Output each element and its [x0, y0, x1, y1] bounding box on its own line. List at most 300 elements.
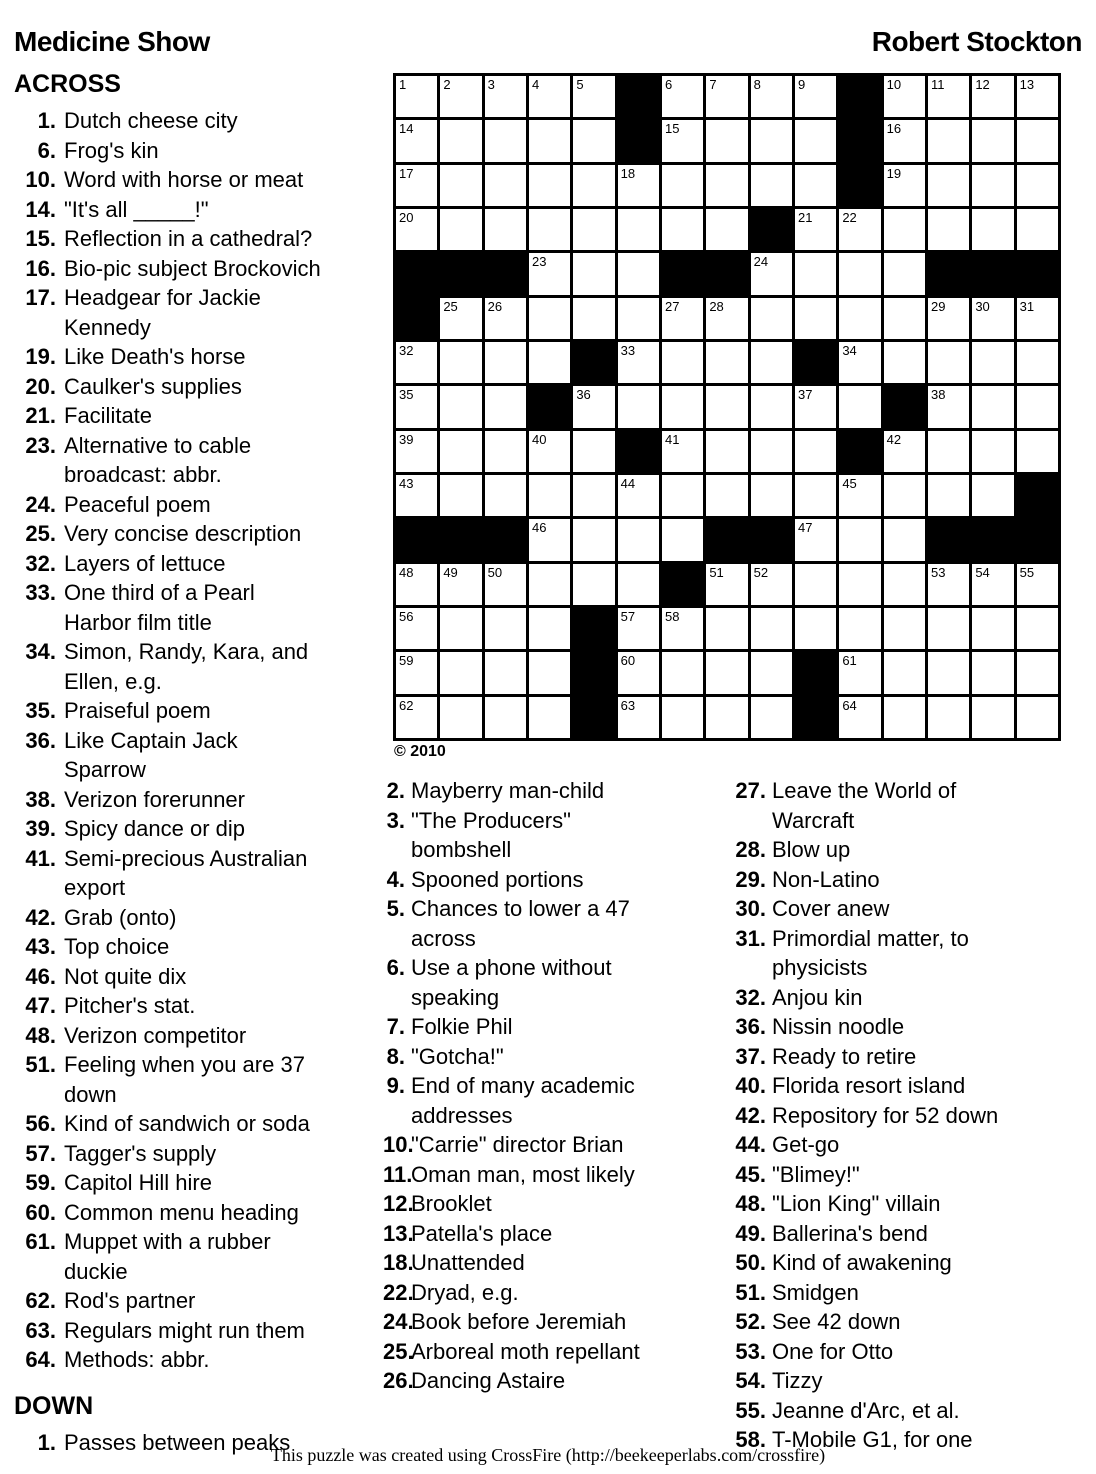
- grid-black-cell: [751, 519, 792, 560]
- grid-cell[interactable]: [795, 120, 836, 161]
- grid-cell[interactable]: [839, 475, 880, 516]
- grid-cell[interactable]: [396, 209, 437, 250]
- cell-number: 25: [443, 298, 458, 314]
- grid-cell[interactable]: [884, 608, 925, 649]
- grid-black-cell: [928, 253, 969, 294]
- clue-number: 36.: [735, 1014, 766, 1039]
- grid-cell[interactable]: [884, 209, 925, 250]
- grid-cell[interactable]: [573, 209, 614, 250]
- grid-cell[interactable]: [928, 475, 969, 516]
- clue-text: Dancing Astaire: [411, 1368, 566, 1393]
- grid-cell[interactable]: [485, 76, 526, 117]
- grid-cell[interactable]: [529, 519, 570, 560]
- grid-cell[interactable]: [706, 209, 747, 250]
- cell-number: 61: [842, 653, 857, 669]
- grid-cell[interactable]: [529, 209, 570, 250]
- grid-cell[interactable]: [928, 209, 969, 250]
- grid-cell[interactable]: [751, 342, 792, 383]
- grid-cell[interactable]: [396, 608, 437, 649]
- grid-black-cell: [662, 564, 703, 605]
- grid-black-cell: [440, 519, 481, 560]
- grid-cell[interactable]: [884, 298, 925, 339]
- clue-item: [14, 1021, 354, 1051]
- grid-cell[interactable]: [706, 608, 747, 649]
- clue-text: Facilitate: [64, 403, 153, 428]
- clue-text: Not quite dix: [64, 963, 187, 989]
- clue-item: [14, 991, 354, 1021]
- clue-item: [14, 903, 354, 933]
- clue-item: [14, 372, 354, 402]
- clue-text: T-Mobile G1, for one: [772, 1427, 973, 1452]
- grid-cell[interactable]: [839, 697, 880, 738]
- grid-cell[interactable]: [1017, 564, 1058, 605]
- clue-number: 9.: [386, 1073, 405, 1098]
- cell-number: 23: [531, 254, 547, 270]
- grid-cell[interactable]: [884, 431, 925, 472]
- grid-cell[interactable]: [751, 165, 792, 206]
- grid-cell[interactable]: [573, 120, 614, 161]
- grid-cell[interactable]: [884, 697, 925, 738]
- clue-text: Regulars might run them: [64, 1317, 305, 1343]
- grid-cell[interactable]: [618, 608, 659, 649]
- cell-number: 64: [842, 697, 857, 713]
- grid-cell[interactable]: [972, 386, 1013, 427]
- grid-black-cell: [396, 519, 437, 560]
- grid-cell[interactable]: [972, 431, 1013, 472]
- grid-cell[interactable]: [618, 697, 659, 738]
- clue-number: 25.: [25, 521, 56, 546]
- grid-cell[interactable]: [972, 165, 1013, 206]
- grid-black-cell: [573, 697, 614, 738]
- grid-cell[interactable]: [1017, 76, 1058, 117]
- clue-text: Arboreal moth repellant: [411, 1338, 640, 1364]
- grid-black-cell: [706, 253, 747, 294]
- grid-cell[interactable]: [928, 697, 969, 738]
- grid-cell[interactable]: [662, 386, 703, 427]
- clue-item: [732, 1130, 1032, 1160]
- grid-cell[interactable]: [928, 298, 969, 339]
- copyright-notice: © 2010: [394, 743, 446, 760]
- grid-cell[interactable]: [795, 608, 836, 649]
- clue-number: 1.: [37, 1429, 56, 1455]
- grid-cell[interactable]: [1017, 165, 1058, 206]
- cell-number: 11: [930, 77, 945, 92]
- grid-cell[interactable]: [573, 564, 614, 605]
- grid-cell[interactable]: [751, 298, 792, 339]
- grid-cell[interactable]: [662, 165, 703, 206]
- grid-cell[interactable]: [485, 431, 526, 472]
- grid-cell[interactable]: [706, 165, 747, 206]
- grid-cell[interactable]: [573, 431, 614, 472]
- grid-cell[interactable]: [839, 564, 880, 605]
- grid-cell[interactable]: [928, 342, 969, 383]
- grid-black-cell: [485, 253, 526, 294]
- grid-cell[interactable]: [529, 342, 570, 383]
- clue-number: 13.: [383, 1220, 414, 1246]
- grid-cell[interactable]: [706, 298, 747, 339]
- grid-cell[interactable]: [573, 253, 614, 294]
- grid-cell[interactable]: [972, 475, 1013, 516]
- grid-cell[interactable]: [485, 652, 526, 693]
- grid-cell[interactable]: [839, 209, 880, 250]
- grid-cell[interactable]: [485, 475, 526, 516]
- grid-cell[interactable]: [928, 652, 969, 693]
- grid-cell[interactable]: [440, 298, 481, 339]
- clue-number: 56.: [25, 1111, 56, 1136]
- grid-cell[interactable]: [884, 342, 925, 383]
- grid-cell[interactable]: [1017, 342, 1058, 383]
- grid-cell[interactable]: [485, 697, 526, 738]
- cell-number: 15: [664, 121, 680, 137]
- clue-text: Methods: abbr.: [64, 1347, 210, 1372]
- grid-cell[interactable]: [440, 386, 481, 427]
- cell-number: 13: [1019, 77, 1035, 92]
- grid-cell[interactable]: [440, 608, 481, 649]
- clue-number: 12.: [383, 1191, 414, 1216]
- clue-item: [14, 1345, 354, 1375]
- grid-cell[interactable]: [529, 608, 570, 649]
- grid-cell[interactable]: [751, 608, 792, 649]
- clue-number: 53.: [735, 1338, 766, 1364]
- clue-number: 37.: [735, 1043, 766, 1069]
- clue-number: 26.: [383, 1368, 414, 1393]
- grid-cell[interactable]: [529, 431, 570, 472]
- clue-number: 59.: [25, 1170, 56, 1195]
- grid-cell[interactable]: [440, 697, 481, 738]
- grid-cell[interactable]: [573, 165, 614, 206]
- grid-cell[interactable]: [795, 386, 836, 427]
- clue-text: Feeling when you are 37 down: [64, 1052, 305, 1107]
- grid-cell[interactable]: [618, 165, 659, 206]
- cell-number: 37: [797, 387, 813, 403]
- grid-cell[interactable]: [618, 253, 659, 294]
- grid-cell[interactable]: [884, 652, 925, 693]
- grid-cell[interactable]: [396, 652, 437, 693]
- grid-cell[interactable]: [972, 342, 1013, 383]
- clue-item: [732, 1396, 1032, 1426]
- clue-text: Primordial matter, to physicists: [772, 925, 969, 980]
- grid-cell[interactable]: [884, 165, 925, 206]
- grid-cell[interactable]: [662, 519, 703, 560]
- cell-number: 20: [399, 209, 414, 225]
- grid-cell[interactable]: [884, 253, 925, 294]
- clue-item: [14, 519, 354, 549]
- grid-cell[interactable]: [485, 608, 526, 649]
- grid-cell[interactable]: [751, 697, 792, 738]
- grid-cell[interactable]: [618, 564, 659, 605]
- grid-cell[interactable]: [972, 298, 1013, 339]
- grid-cell[interactable]: [396, 386, 437, 427]
- grid-cell[interactable]: [1017, 120, 1058, 161]
- clue-text: Semi-precious Australian export: [64, 845, 308, 900]
- clue-text: See 42 down: [772, 1309, 901, 1334]
- grid-cell[interactable]: [751, 120, 792, 161]
- clue-item: [383, 806, 683, 865]
- grid-cell[interactable]: [529, 165, 570, 206]
- grid-cell[interactable]: [485, 165, 526, 206]
- grid-cell[interactable]: [972, 120, 1013, 161]
- grid-cell[interactable]: [795, 165, 836, 206]
- grid-cell[interactable]: [529, 652, 570, 693]
- grid-cell[interactable]: [485, 386, 526, 427]
- grid-cell[interactable]: [839, 608, 880, 649]
- grid-cell[interactable]: [928, 120, 969, 161]
- grid-cell[interactable]: [618, 386, 659, 427]
- grid-cell[interactable]: [529, 76, 570, 117]
- clue-item: [383, 1042, 683, 1072]
- grid-cell[interactable]: [706, 431, 747, 472]
- grid-cell[interactable]: [440, 431, 481, 472]
- grid-cell[interactable]: [839, 652, 880, 693]
- grid-cell[interactable]: [485, 298, 526, 339]
- grid-cell[interactable]: [706, 475, 747, 516]
- clue-item: [14, 401, 354, 431]
- grid-cell[interactable]: [795, 298, 836, 339]
- grid-cell[interactable]: [928, 165, 969, 206]
- grid-cell[interactable]: [795, 475, 836, 516]
- grid-cell[interactable]: [396, 342, 437, 383]
- grid-cell[interactable]: [485, 120, 526, 161]
- grid-cell[interactable]: [662, 431, 703, 472]
- grid-cell[interactable]: [662, 120, 703, 161]
- across-heading: ACROSS: [14, 70, 121, 98]
- grid-cell[interactable]: [618, 298, 659, 339]
- cell-number: 42: [886, 431, 902, 447]
- clue-number: 55.: [735, 1397, 766, 1423]
- grid-cell[interactable]: [1017, 386, 1058, 427]
- grid-black-cell: [573, 342, 614, 383]
- grid-cell[interactable]: [1017, 298, 1058, 339]
- grid-cell[interactable]: [573, 76, 614, 117]
- grid-cell[interactable]: [396, 120, 437, 161]
- grid-cell[interactable]: [795, 76, 836, 117]
- cell-number: 12: [975, 77, 990, 92]
- cell-number: 57: [620, 608, 636, 624]
- grid-cell[interactable]: [440, 120, 481, 161]
- clue-item: [732, 776, 1032, 835]
- cell-number: 53: [930, 564, 946, 580]
- clue-text: Use a phone without speaking: [411, 955, 612, 1010]
- grid-cell[interactable]: [1017, 209, 1058, 250]
- grid-cell[interactable]: [706, 697, 747, 738]
- grid-cell[interactable]: [440, 342, 481, 383]
- grid-cell[interactable]: [618, 342, 659, 383]
- grid-cell[interactable]: [751, 76, 792, 117]
- grid-cell[interactable]: [751, 652, 792, 693]
- grid-cell[interactable]: [706, 120, 747, 161]
- grid-black-cell: [751, 209, 792, 250]
- clue-text: One third of a Pearl Harbor film title: [64, 580, 255, 635]
- clue-number: 19.: [25, 344, 56, 369]
- grid-cell[interactable]: [396, 165, 437, 206]
- grid-cell[interactable]: [972, 697, 1013, 738]
- grid-cell[interactable]: [396, 475, 437, 516]
- grid-cell[interactable]: [706, 76, 747, 117]
- grid-cell[interactable]: [928, 431, 969, 472]
- clue-item: [732, 1071, 1032, 1101]
- clue-item: [14, 696, 354, 726]
- clue-number: 17.: [25, 285, 56, 310]
- grid-cell[interactable]: [440, 76, 481, 117]
- grid-cell[interactable]: [662, 475, 703, 516]
- grid-cell[interactable]: [662, 652, 703, 693]
- clue-text: One for Otto: [772, 1338, 894, 1364]
- grid-cell[interactable]: [884, 76, 925, 117]
- grid-cell[interactable]: [440, 475, 481, 516]
- grid-cell[interactable]: [618, 475, 659, 516]
- grid-cell[interactable]: [751, 431, 792, 472]
- cell-number: 10: [886, 77, 902, 92]
- grid-cell[interactable]: [706, 386, 747, 427]
- grid-cell[interactable]: [972, 76, 1013, 117]
- clue-number: 4.: [386, 866, 405, 892]
- clue-number: 54.: [735, 1368, 766, 1393]
- clue-text: Jeanne d'Arc, et al.: [772, 1397, 960, 1423]
- grid-cell[interactable]: [884, 564, 925, 605]
- grid-cell[interactable]: [751, 475, 792, 516]
- grid-cell[interactable]: [884, 475, 925, 516]
- grid-cell[interactable]: [529, 298, 570, 339]
- grid-cell[interactable]: [795, 564, 836, 605]
- grid-cell[interactable]: [928, 608, 969, 649]
- clue-item: [14, 578, 354, 637]
- grid-cell[interactable]: [396, 697, 437, 738]
- cell-number: 14: [399, 121, 414, 137]
- grid-cell[interactable]: [839, 342, 880, 383]
- cell-number: 44: [620, 475, 636, 491]
- grid-cell[interactable]: [839, 253, 880, 294]
- grid-cell[interactable]: [928, 386, 969, 427]
- grid-cell[interactable]: [396, 76, 437, 117]
- clue-text: Layers of lettuce: [64, 550, 226, 576]
- grid-cell[interactable]: [662, 76, 703, 117]
- grid-cell[interactable]: [795, 253, 836, 294]
- grid-cell[interactable]: [440, 652, 481, 693]
- grid-cell[interactable]: [839, 386, 880, 427]
- cell-number: 6: [664, 77, 673, 92]
- grid-cell[interactable]: [440, 165, 481, 206]
- grid-cell[interactable]: [485, 342, 526, 383]
- grid-cell[interactable]: [662, 209, 703, 250]
- grid-cell[interactable]: [795, 209, 836, 250]
- grid-cell[interactable]: [1017, 608, 1058, 649]
- grid-cell[interactable]: [972, 652, 1013, 693]
- grid-cell[interactable]: [618, 652, 659, 693]
- grid-cell[interactable]: [485, 209, 526, 250]
- clue-number: 32.: [25, 550, 56, 576]
- clue-text: Nissin noodle: [772, 1014, 905, 1039]
- grid-black-cell: [618, 431, 659, 472]
- grid-cell[interactable]: [573, 298, 614, 339]
- cell-number: 46: [531, 520, 547, 536]
- grid-cell[interactable]: [1017, 697, 1058, 738]
- clue-number: 33.: [25, 580, 56, 605]
- cell-number: 51: [709, 564, 724, 580]
- grid-cell[interactable]: [706, 564, 747, 605]
- grid-cell[interactable]: [662, 342, 703, 383]
- clue-text: End of many academic addresses: [411, 1073, 635, 1128]
- grid-cell[interactable]: [751, 253, 792, 294]
- clue-item: [14, 1139, 354, 1169]
- grid-cell[interactable]: [972, 564, 1013, 605]
- grid-cell[interactable]: [529, 253, 570, 294]
- cell-number: 27: [664, 298, 680, 314]
- footer-credit: This puzzle was created using CrossFire (http://beekeeperlabs.com/crossfire): [270, 1445, 826, 1465]
- cell-number: 38: [930, 387, 946, 403]
- grid-cell[interactable]: [928, 76, 969, 117]
- grid-cell[interactable]: [485, 564, 526, 605]
- clue-number: 3.: [386, 807, 405, 833]
- grid-cell[interactable]: [884, 519, 925, 560]
- grid-cell[interactable]: [529, 120, 570, 161]
- grid-cell[interactable]: [396, 564, 437, 605]
- grid-cell[interactable]: [839, 298, 880, 339]
- grid-cell[interactable]: [573, 519, 614, 560]
- grid-cell[interactable]: [839, 519, 880, 560]
- cell-number: 59: [399, 653, 414, 669]
- grid-cell[interactable]: [884, 120, 925, 161]
- grid-cell[interactable]: [972, 608, 1013, 649]
- clue-item: [732, 1160, 1032, 1190]
- cell-number: 32: [399, 342, 414, 358]
- grid-cell[interactable]: [706, 652, 747, 693]
- grid-cell[interactable]: [795, 519, 836, 560]
- grid-cell[interactable]: [706, 342, 747, 383]
- clue-number: 16.: [25, 255, 56, 281]
- grid-cell[interactable]: [529, 697, 570, 738]
- grid-black-cell: [1017, 475, 1058, 516]
- clue-number: 43.: [25, 934, 56, 959]
- grid-cell[interactable]: [751, 386, 792, 427]
- clue-number: 64.: [25, 1347, 56, 1372]
- grid-cell[interactable]: [751, 564, 792, 605]
- grid-cell[interactable]: [573, 475, 614, 516]
- grid-black-cell: [1017, 519, 1058, 560]
- grid-cell[interactable]: [1017, 431, 1058, 472]
- crossword-grid: [393, 73, 1061, 741]
- clue-number: 23.: [25, 432, 56, 458]
- clue-number: 46.: [25, 963, 56, 989]
- grid-cell[interactable]: [440, 209, 481, 250]
- grid-cell[interactable]: [662, 298, 703, 339]
- cell-number: 48: [399, 564, 414, 580]
- clue-number: 18.: [383, 1250, 414, 1275]
- clue-number: 27.: [735, 778, 766, 803]
- grid-cell[interactable]: [529, 475, 570, 516]
- grid-cell[interactable]: [972, 209, 1013, 250]
- clue-number: 10.: [383, 1132, 414, 1157]
- clue-number: 32.: [735, 984, 766, 1010]
- grid-cell[interactable]: [618, 209, 659, 250]
- grid-cell[interactable]: [662, 608, 703, 649]
- grid-cell[interactable]: [795, 431, 836, 472]
- clue-item: [383, 894, 683, 953]
- grid-black-cell: [795, 342, 836, 383]
- grid-cell[interactable]: [662, 697, 703, 738]
- grid-cell[interactable]: [928, 564, 969, 605]
- clue-number: 14.: [25, 196, 56, 222]
- grid-cell[interactable]: [573, 386, 614, 427]
- clue-item: [14, 136, 354, 166]
- clue-text: Reflection in a cathedral?: [64, 226, 313, 251]
- grid-cell[interactable]: [396, 431, 437, 472]
- grid-cell[interactable]: [440, 564, 481, 605]
- clue-text: Non-Latino: [772, 866, 880, 892]
- clue-text: Simon, Randy, Kara, and Ellen, e.g.: [64, 639, 309, 694]
- grid-cell[interactable]: [618, 519, 659, 560]
- grid-cell[interactable]: [529, 564, 570, 605]
- grid-cell[interactable]: [1017, 652, 1058, 693]
